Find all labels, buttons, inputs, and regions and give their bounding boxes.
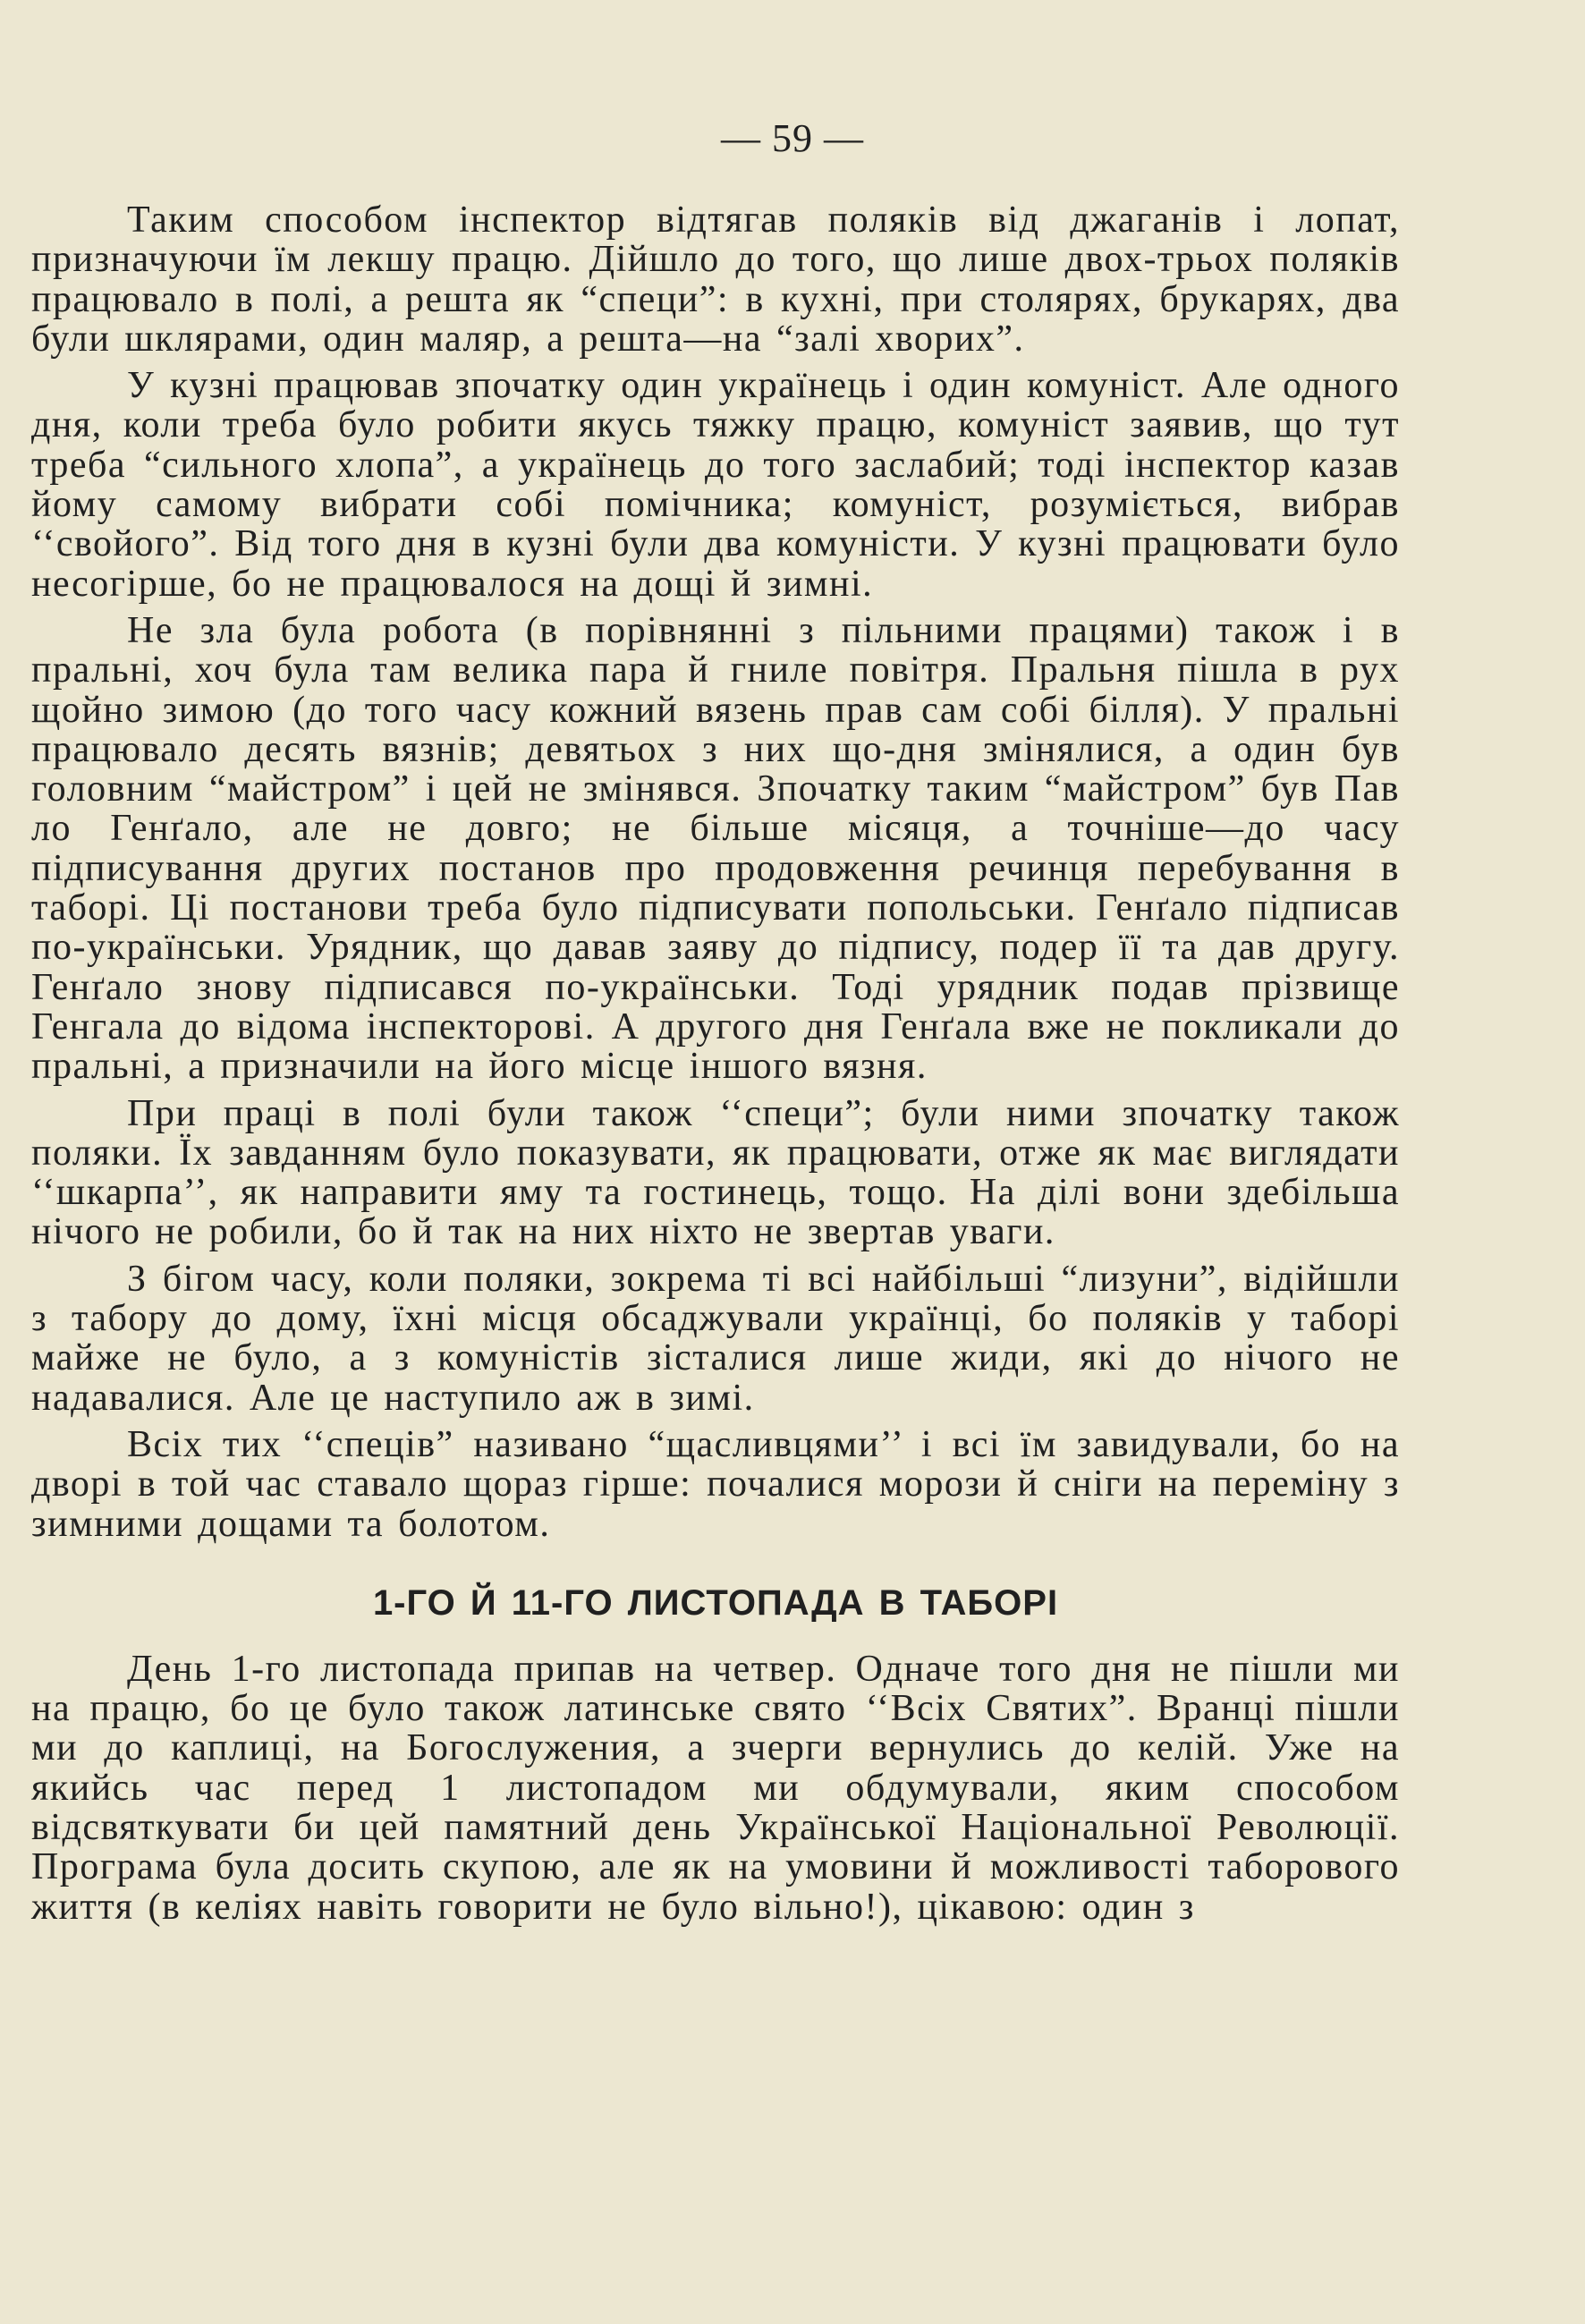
body-text bbox=[31, 200, 1400, 1927]
paragraph: Не зла була робота (в порівнянні з пільними працями) також і в пральні, хоч була там велика пара й гниле повітря. Пральня пішла в рух щойно зимою (до того часу кожний вязень прав сам собі білля). У пральні працювало десять вязнів; девятьох з них що-дня змінялися, а один був головним “майстром” і цей не змінявся. Зпочатку таким “майстром” був Пав ло Генґало, але не довго; не більше місяця, а точніше—до часу підписування других постанов про продовження речинця перебування в таборі. Ці постанови треба було підписувати попольськи. Генґало підписав по-українськи. Урядник, що давав заяву до підпису, подер її та дав другу. Генґало знову підписався по-українськи. Тоді урядник подав прізвище Генгала до відома інспекторові. А другого дня Генґала вже не покликали до пральні, а призначили на його місце іншого вязня. bbox=[31, 609, 1400, 1088]
paragraph: При праці в полі були також ‘‘специ”; були ними зпочатку також поляки. Їх завданням було показувати, як працювати, отже як має виглядати ‘‘шкарпа’’, як направити яму та гостинець, тощо. На ділі вони здебільша нічого не робили, бо й так на них ніхто не звертав уваги. bbox=[31, 1092, 1400, 1253]
section-heading: 1-ГО Й 11-ГО ЛИСТОПАДА В ТАБОРІ bbox=[372, 1582, 1059, 1623]
paragraph: З бігом часу, коли поляки, зокрема ті всі найбільші “лизуни”, відійшли з табору до дому, їхні місця обсаджували українці, бо поляків у таборі майже не було, а з комуністів зісталися лише жиди, які до нічого не надавалися. Але це наступило аж в зимі. bbox=[31, 1258, 1400, 1419]
paragraph: У кузні працював зпочатку один українець і один комуніст. Але одного дня, коли треба було робити якусь тяжку працю, комуніст заявив, що тут треба “сильного хлопа”, а українець до того заслабий; тоді інспектор казав йому самому вибрати собі помічника; комуніст, розуміється, вибрав ‘‘свойого”. Від того дня в кузні були два комуністи. У кузні працювати було несогірше, бо не працювалося на дощі й зимні. bbox=[31, 365, 1400, 605]
paragraph: Таким способом інспектор відтягав поляків від джаганів і лопат, призначуючи їм лекшу працю. Дійшло до того, що лише двох-трьох поляків працювало в полі, а решта як “специ”: в кухні, при столярях, брукарях, два були шклярами, один маляр, а решта—на “залі хворих”. bbox=[31, 199, 1400, 360]
paragraph: Всіх тих ‘‘спеців” називано “щасливцями’’ і всі їм завидували, бо на дворі в той час ставало щораз гірше: почалися морози й сніги на переміну з зимними дощами та болотом. bbox=[31, 1423, 1400, 1545]
paragraph: День 1-го листопада припав на четвер. Одначе того дня не пішли ми на працю, бо це було також латинське свято ‘‘Всіх Святих”. Вранці пішли ми до каплиці, на Богослужения, а зчерги вернулись до келій. Уже на якийсь час перед 1 листопадом ми обдумували, яким способом відсвяткувати би цей памятний день Української Національної Революції. Програма була досить скупою, але як на умовини й можливості таборового життя (в келіях навіть говорити не було вільно!), цікавою: один з bbox=[31, 1648, 1400, 1928]
page-number: — 59 — bbox=[721, 116, 864, 160]
